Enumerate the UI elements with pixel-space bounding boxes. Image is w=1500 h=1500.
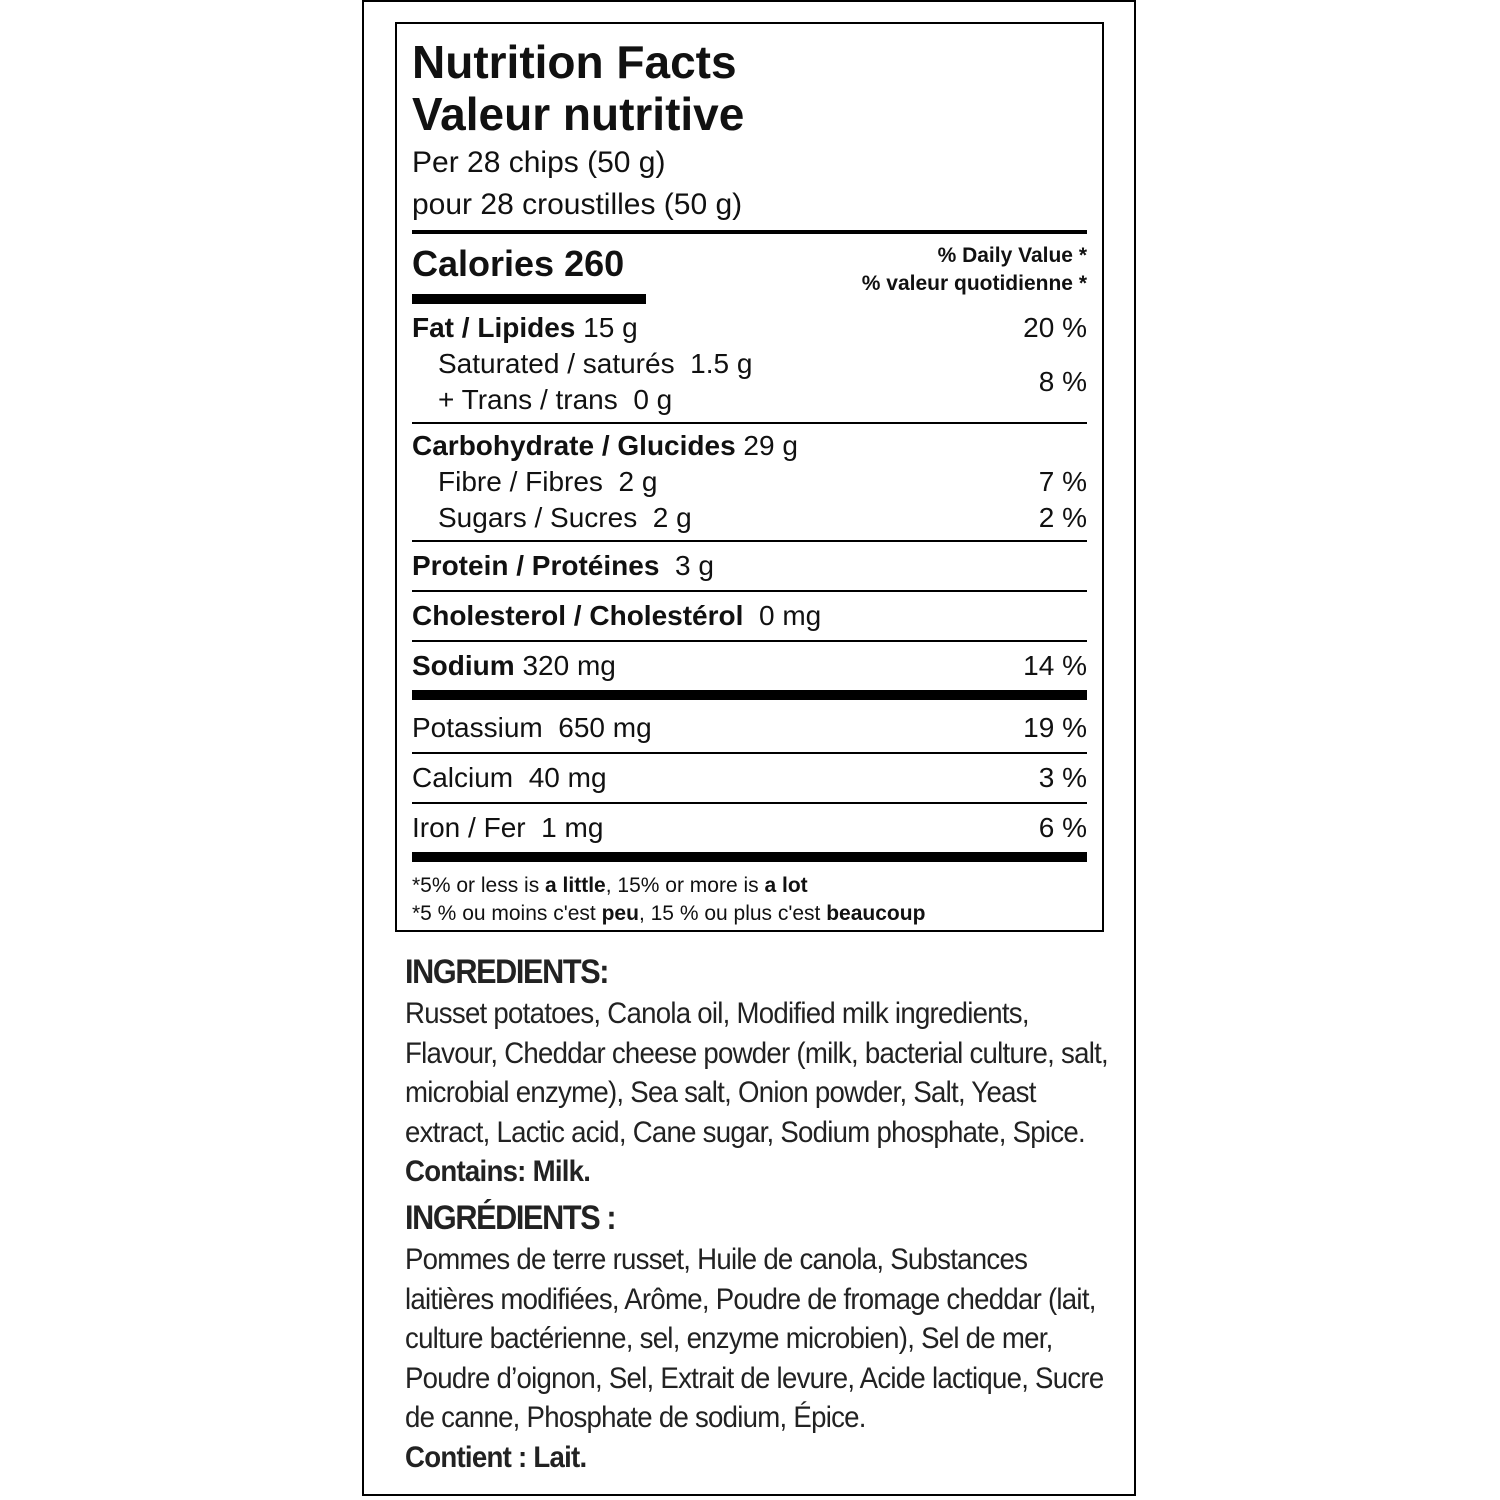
potassium-row [412,710,1087,746]
carbohydrate-row [412,428,1087,464]
saturated-label: Saturated / saturés [438,348,675,379]
trans-amount: 0 g [633,384,673,415]
fat-percent: 20 % [1023,312,1087,343]
iron-amount: 1 mg [541,812,604,843]
iron-row [412,810,1087,846]
protein-label: Protein / Protéines [412,550,660,581]
fibre-row [412,464,1087,500]
divider [412,540,1087,542]
serving-size-en: Per 28 chips (50 g) [412,146,666,179]
fat-label: Fat / Lipides [412,312,576,343]
footnote-fr-beaucoup: beaucoup [826,902,926,925]
footnote-en-lot: a lot [764,874,808,897]
iron-label: Iron / Fer [412,812,526,843]
sodium-percent: 14 % [1023,650,1087,681]
divider-thick [412,690,1087,700]
carbohydrate-label: Carbohydrate / Glucides [412,430,736,461]
cholesterol-label: Cholesterol / Cholestérol [412,600,744,631]
saturated-amount: 1.5 g [690,348,753,379]
protein-row [412,548,1087,584]
divider [412,802,1087,804]
daily-value-header [862,242,1087,298]
ingredients-text-en: Russet potatoes, Canola oil, Modified milk ingredients, Flavour, Cheddar cheese powder (milk, bacterial culture, salt, microbial enzyme), Sea salt, Onion powder, Salt, Yeast extract, Lactic acid, Cane sugar, Sodium phosphate, Spice. [405,997,1108,1149]
fibre-percent: 7 % [1038,466,1087,497]
potassium-label: Potassium [412,712,543,743]
fibre-label: Fibre / Fibres [438,466,603,497]
calcium-label: Calcium [412,762,514,793]
calories-label: Calories [412,243,555,284]
nutrition-facts-table [395,22,1104,932]
footnote-fr-text: *5 % ou moins c'est [412,902,602,925]
divider [412,752,1087,754]
footnote [412,872,1087,928]
ingredients-heading-en: INGREDIENTS: [405,953,609,991]
cholesterol-amount: 0 mg [758,600,822,631]
serving-size-fr: pour 28 croustilles (50 g) [412,188,743,221]
trans-label: + Trans / trans [438,384,618,415]
daily-value-fr: % valeur quotidienne * [861,272,1087,295]
calories-value: 260 [564,243,625,284]
sodium-amount: 320 mg [522,650,616,681]
protein-amount: 3 g [674,550,714,581]
sugars-amount: 2 g [652,502,692,533]
footnote-en-little: a little [545,874,606,897]
footnote-en-text: *5% or less is [412,874,546,897]
calcium-row [412,760,1087,796]
footnote-en-text: , 15% or more is [605,874,765,897]
calories-row [412,242,1087,306]
ingredients-section [405,950,1125,1478]
divider-thick [412,852,1087,862]
divider [412,590,1087,592]
fat-row [412,310,1087,346]
ingredients-list-fr [405,1240,1113,1478]
allergen-statement-fr: Contient : Lait. [405,1440,587,1474]
allergen-statement-en: Contains: Milk. [405,1155,591,1189]
calcium-percent: 3 % [1038,762,1087,793]
carbohydrate-amount: 29 g [743,430,798,461]
sugars-row [412,500,1087,536]
divider-serving [412,230,1087,234]
title-en: Nutrition Facts [412,36,737,88]
sugars-percent: 2 % [1038,502,1087,533]
sodium-label: Sodium [412,650,515,681]
footnote-fr [412,900,1087,928]
iron-percent: 6 % [1038,812,1087,843]
potassium-percent: 19 % [1023,712,1087,743]
title-fr: Valeur nutritive [412,88,745,140]
calories-bar [412,294,646,304]
daily-value-en: % Daily Value * [937,244,1087,267]
ingredients-heading-fr: INGRÉDIENTS : [405,1198,616,1237]
sugars-label: Sugars / Sucres [438,502,638,533]
ingredients-text-fr: Pommes de terre russet, Huile de canola, Substances laitières modifiées, Arôme, Poudre de fromage cheddar (lait, culture bactérienne, sel, enzyme microbien), Sel de mer, Poudre d’oignon, Sel, Extrait de levure, Acide lactique, Sucre de canne, Phosphate de sodium, Épice. [405,1242,1104,1435]
cholesterol-row [412,598,1087,634]
footnote-fr-peu: peu [601,902,639,925]
calories [412,242,624,286]
divider [412,422,1087,424]
calcium-amount: 40 mg [528,762,607,793]
sat-trans-percent: 8 % [1038,366,1087,397]
fibre-amount: 2 g [618,466,658,497]
fat-amount: 15 g [583,312,638,343]
sat-trans-row [412,346,1087,418]
footnote-en [412,872,1087,900]
ingredients-list-en [405,994,1113,1192]
divider [412,640,1087,642]
footnote-fr-text: , 15 % ou plus c'est [638,902,827,925]
sodium-row [412,648,1087,684]
potassium-amount: 650 mg [558,712,652,743]
